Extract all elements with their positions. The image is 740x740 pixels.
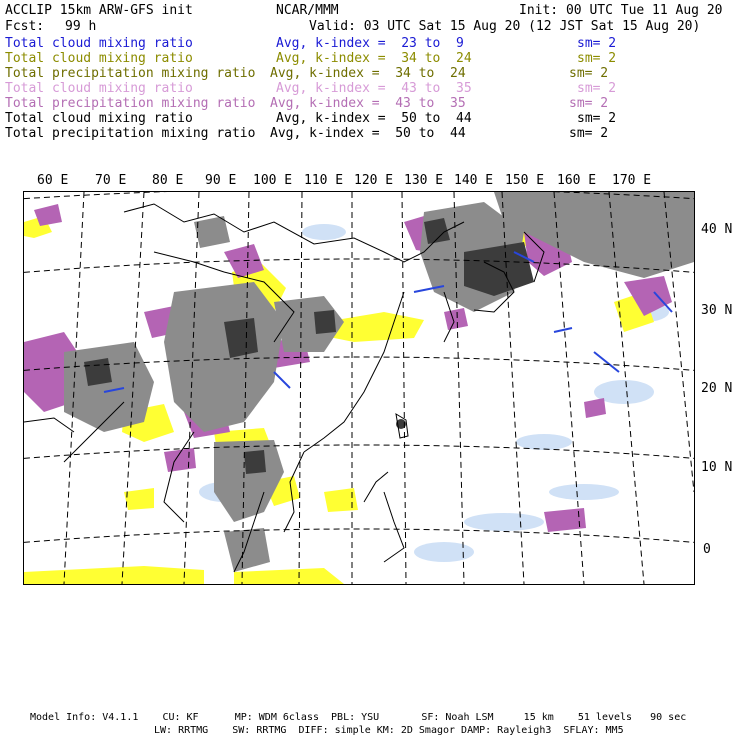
lat-label-equator: 0	[703, 542, 711, 557]
forecast-label: Fcst:	[5, 19, 45, 34]
field-row-1-name: Total cloud mixing ratio	[5, 36, 193, 51]
field-row-1-sm: sm= 2	[577, 36, 617, 51]
field-row-3-avg: Avg, k-index = 34 to 24	[270, 66, 466, 81]
lon-label-60e: 60 E	[37, 173, 69, 188]
lon-label-100e: 100 E	[253, 173, 293, 188]
field-row-7-name: Total precipitation mixing ratio	[5, 126, 256, 141]
field-row-5-avg: Avg, k-index = 43 to 35	[270, 96, 466, 111]
field-row-7-avg: Avg, k-index = 50 to 44	[270, 126, 466, 141]
model-info-line-2: LW: RRTMG SW: RRTMG DIFF: simple KM: 2D Smagor DAMP: Rayleigh3 SFLAY: MM5	[154, 725, 624, 736]
field-row-5-sm: sm= 2	[569, 96, 609, 111]
valid-time: Valid: 03 UTC Sat 15 Aug 20 (12 JST Sat 15 Aug 20)	[309, 19, 701, 34]
field-row-3-name: Total precipitation mixing ratio	[5, 66, 256, 81]
lon-label-130e: 130 E	[404, 173, 444, 188]
field-row-5-name: Total precipitation mixing ratio	[5, 96, 256, 111]
field-row-3-sm: sm= 2	[569, 66, 609, 81]
field-row-4-sm: sm= 2	[577, 81, 617, 96]
lat-label-40n: 40 N	[701, 222, 733, 237]
organization-label: NCAR/MMM	[276, 3, 339, 18]
lat-label-10n: 10 N	[701, 460, 733, 475]
field-row-6-sm: sm= 2	[577, 111, 617, 126]
field-row-6-avg: Avg, k-index = 50 to 44	[276, 111, 472, 126]
field-row-2-name: Total cloud mixing ratio	[5, 51, 193, 66]
lon-label-120e: 120 E	[354, 173, 394, 188]
field-row-4-name: Total cloud mixing ratio	[5, 81, 193, 96]
lon-label-110e: 110 E	[304, 173, 344, 188]
model-info-line-1: Model Info: V4.1.1 CU: KF MP: WDM 6class PBL: YSU SF: Noah LSM 15 km 51 levels 90 sec	[30, 712, 687, 723]
lon-label-150e: 150 E	[505, 173, 545, 188]
field-row-6-name: Total cloud mixing ratio	[5, 111, 193, 126]
forecast-map	[23, 191, 695, 585]
field-row-7-sm: sm= 2	[569, 126, 609, 141]
lon-label-160e: 160 E	[557, 173, 597, 188]
lat-label-20n: 20 N	[701, 381, 733, 396]
lon-label-170e: 170 E	[612, 173, 652, 188]
lat-label-30n: 30 N	[701, 303, 733, 318]
forecast-hour: 99 h	[65, 19, 97, 34]
lon-label-90e: 90 E	[205, 173, 237, 188]
map-canvas	[24, 192, 694, 584]
field-row-2-sm: sm= 2	[577, 51, 617, 66]
field-row-1-avg: Avg, k-index = 23 to 9	[276, 36, 464, 51]
gray-cloud-areas	[64, 192, 694, 572]
init-time: Init: 00 UTC Tue 11 Aug 20	[519, 3, 723, 18]
field-row-4-avg: Avg, k-index = 43 to 35	[276, 81, 472, 96]
lon-label-80e: 80 E	[152, 173, 184, 188]
field-row-2-avg: Avg, k-index = 34 to 24	[276, 51, 472, 66]
lon-label-140e: 140 E	[454, 173, 494, 188]
lon-label-70e: 70 E	[95, 173, 127, 188]
model-title: ACCLIP 15km ARW-GFS init	[5, 3, 193, 18]
